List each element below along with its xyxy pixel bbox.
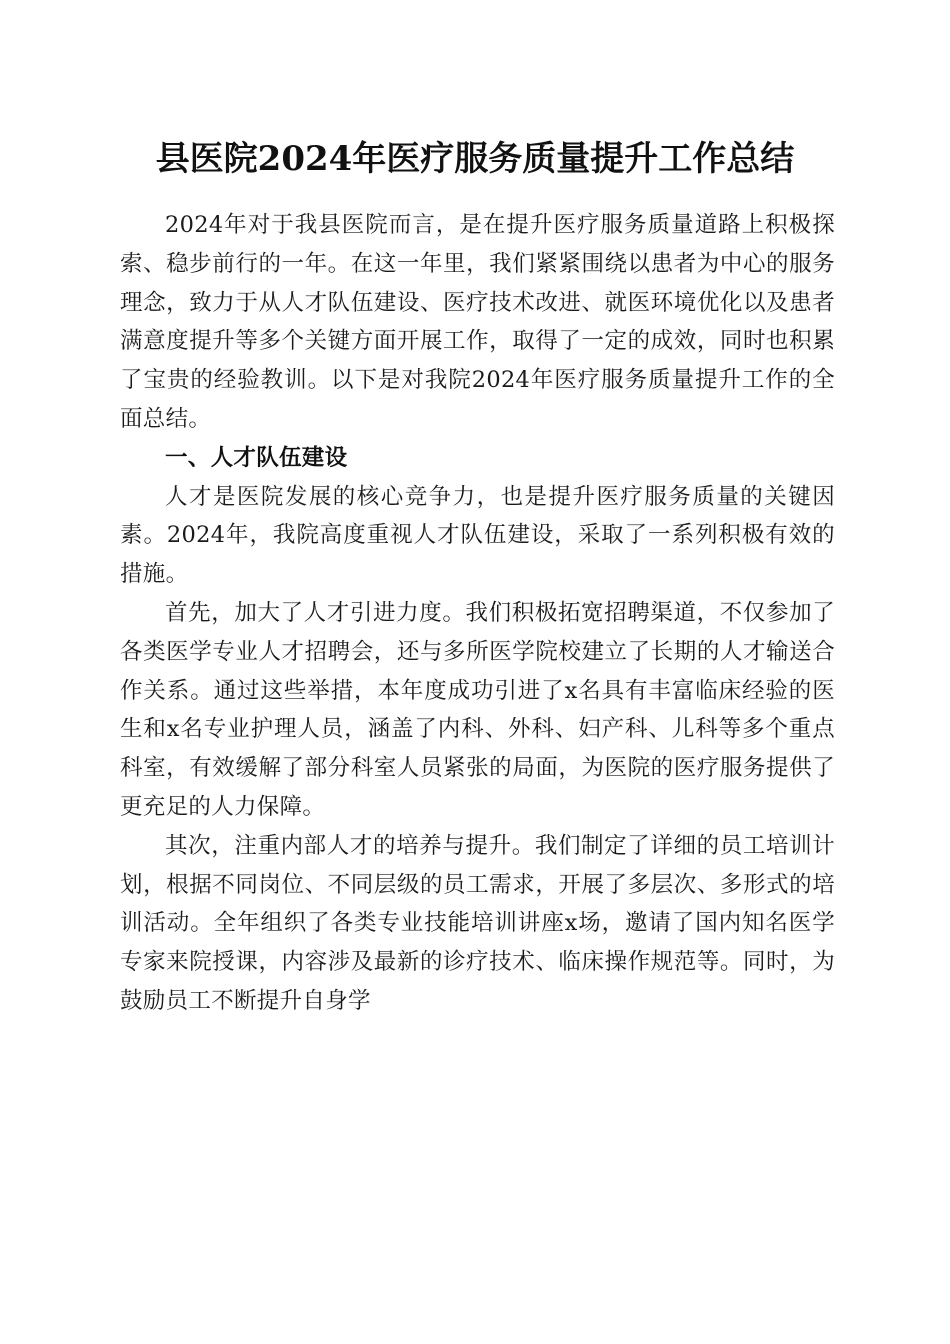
intro-paragraph: 2024年对于我县医院而言，是在提升医疗服务质量道路上积极探索、稳步前行的一年。在这一年里，我们紧紧围绕以患者为中心的服务理念，致力于从人才队伍建设、医疗技术改进、就医环境优化以及患者满意度提升等多个关键方面开展工作，取得了一定的成效，同时也积累了宝贵的经验教训。以下是对我院2024年医疗服务质量提升工作的全面总结。 bbox=[120, 212, 835, 432]
document-title: 县医院2024年医疗服务质量提升工作总结 bbox=[155, 139, 795, 179]
section1-paragraph-1: 人才是医院发展的核心竞争力，也是提升医疗服务质量的关键因素。2024年，我院高度重视人才队伍建设，采取了一系列积极有效的措施。 bbox=[120, 483, 835, 588]
section-heading-talent: 一、人才队伍建设 bbox=[165, 444, 348, 471]
section1-paragraph-2: 首先，加大了人才引进力度。我们积极拓宽招聘渠道，不仅参加了各类医学专业人才招聘会，还与多所医学院校建立了长期的人才输送合作关系。通过这些举措，本年度成功引进了x名具有丰富临床经验的医生和x名专业护理人员，涵盖了内科、外科、妇产科、儿科等多个重点科室，有效缓解了部分科室人员紧张的局面，为医院的医疗服务提供了更充足的人力保障。 bbox=[120, 599, 835, 820]
document-body bbox=[120, 206, 835, 1021]
section1-paragraph-3: 其次，注重内部人才的培养与提升。我们制定了详细的员工培训计划，根据不同岗位、不同层级的员工需求，开展了多层次、多形式的培训活动。全年组织了各类专业技能培训讲座x场，邀请了国内知名医学专家来院授课，内容涉及最新的诊疗技术、临床操作规范等。同时，为鼓励员工不断提升自身学 bbox=[120, 832, 835, 1014]
